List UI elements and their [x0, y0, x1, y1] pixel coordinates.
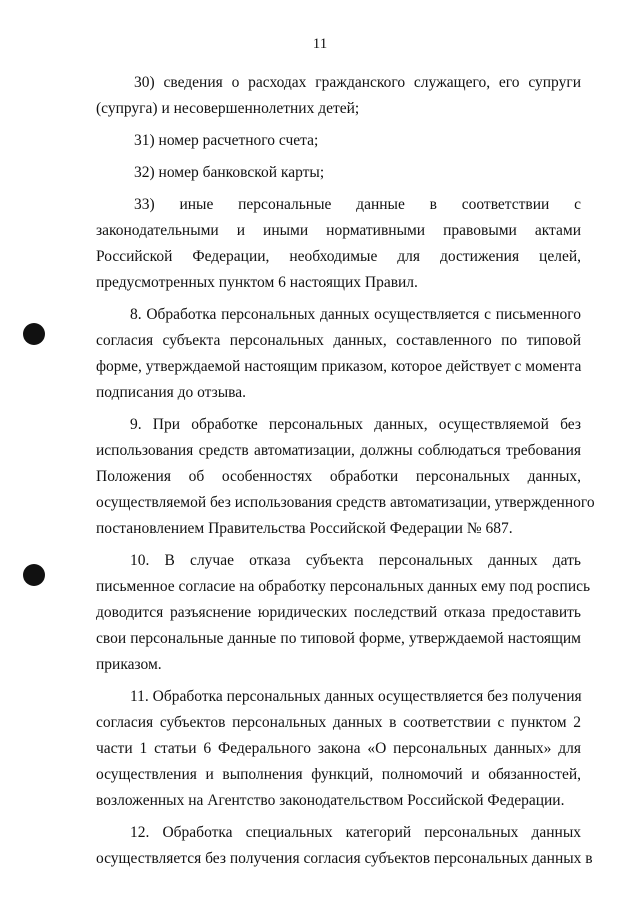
- text-line: подписания до отзыва.: [96, 384, 247, 401]
- text-line: 8. Обработка персональных данных осуществляется с письменного: [130, 306, 581, 323]
- text-line: (супруга) и несовершеннолетних детей;: [96, 100, 360, 117]
- text-line: осуществления и выполнения функций, полномочий и обязанностей,: [96, 766, 581, 783]
- text-line: письменное согласие на обработку персональных данных ему под роспись: [96, 578, 591, 595]
- paragraph-item-32: [96, 160, 581, 186]
- text-line: согласия субъекта персональных данных, составленного по типовой: [96, 332, 581, 349]
- text-line: предусмотренных пунктом 6 настоящих Правил.: [96, 274, 418, 291]
- paragraph-11: [96, 684, 581, 814]
- punch-hole-bottom: [23, 564, 45, 586]
- text-line: согласия субъектов персональных данных в соответствии с пунктом 2: [96, 714, 581, 731]
- paragraph-9: [96, 412, 595, 542]
- paragraph-12: [96, 820, 593, 872]
- text-line: постановлением Правительства Российской Федерации № 687.: [96, 520, 513, 537]
- text-line: свои персональные данные по типовой форме, утверждаемой настоящим: [96, 630, 581, 647]
- text-line: доводится разъяснение юридических последствий отказа предоставить: [96, 604, 581, 621]
- paragraph-10: [96, 548, 591, 678]
- text-line: осуществляется без получения согласия субъектов персональных данных в: [96, 850, 593, 867]
- paragraph-item-30: [96, 70, 581, 122]
- paragraph-item-33: [96, 192, 581, 296]
- text-line: 32) номер банковской карты;: [134, 164, 325, 181]
- text-line: возложенных на Агентство законодательством Российской Федерации.: [96, 792, 565, 809]
- text-line: осуществляемой без использования средств автоматизации, утвержденного: [96, 494, 595, 511]
- text-line: Российской Федерации, необходимые для достижения целей,: [96, 248, 581, 265]
- text-line: форме, утверждаемой настоящим приказом, которое действует с момента: [96, 358, 582, 375]
- text-line: 9. При обработке персональных данных, осуществляемой без: [130, 416, 581, 433]
- punch-hole-top: [23, 323, 45, 345]
- text-line: 10. В случае отказа субъекта персональных данных дать: [130, 552, 581, 569]
- text-line: 30) сведения о расходах гражданского служащего, его супруги: [134, 74, 581, 91]
- text-line: использования средств автоматизации, должны соблюдаться требования: [96, 442, 581, 459]
- text-line: законодательными и иными нормативными правовыми актами: [96, 222, 581, 239]
- text-line: 33) иные персональные данные в соответствии с: [134, 196, 581, 213]
- text-line: приказом.: [96, 656, 162, 673]
- document-body: [96, 70, 595, 872]
- text-line: части 1 статьи 6 Федерального закона «О персональных данных» для: [96, 740, 581, 757]
- text-line: 12. Обработка специальных категорий персональных данных: [130, 824, 581, 841]
- text-line: Положения об особенностях обработки персональных данных,: [96, 468, 581, 485]
- paragraph-8: [96, 302, 581, 406]
- paragraph-item-31: [96, 128, 581, 154]
- text-line: 31) номер расчетного счета;: [134, 132, 319, 149]
- page-number: 11: [312, 36, 328, 52]
- text-line: 11. Обработка персональных данных осуществляется без получения: [130, 688, 582, 705]
